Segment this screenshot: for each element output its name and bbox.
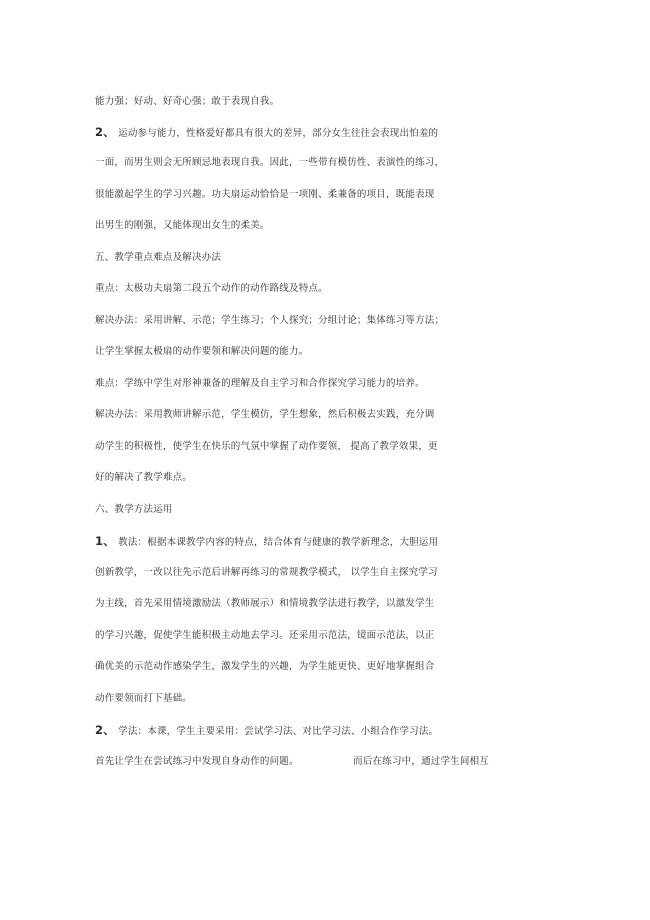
- text-line: [95, 535, 438, 549]
- line-text: 很能激起学生的学习兴趣。功夫扇运动恰恰是一项刚、柔兼备的项目，既能表现: [95, 189, 435, 200]
- text-line: [95, 409, 435, 421]
- text-line: [95, 630, 435, 642]
- text-line: [95, 756, 489, 768]
- text-line: [95, 441, 438, 453]
- line-text: 运动参与能力，性格爱好都具有很大的差异，部分女生往往会表现出怕羞的: [118, 128, 439, 139]
- line-text: 动学生的积极性，使学生在快乐的气氛中掌握了动作要领， 提高了教学效果，更: [95, 441, 438, 452]
- line-text: 为主线，首先采用情境激励法（教师展示）和情境教学法进行教学，以激发学生: [95, 598, 435, 609]
- line-text: 学法：本课，学生主要采用：尝试学习法、对比学习法、小组合作学习法。: [118, 726, 439, 737]
- heading-text: 五、教学重点难点及解决办法: [95, 252, 222, 263]
- line-text: 出男生的刚强，又能体现出女生的柔美。: [95, 220, 270, 231]
- heading-text: 六、教学方法运用: [95, 504, 173, 515]
- line-text: 的学习兴趣，促使学生能积极主动地去学习。还采用示范法，镜面示范法，以正: [95, 630, 435, 641]
- line-text: 教法：根据本课教学内容的特点，结合体育与健康的教学新理念，大胆运用: [118, 537, 439, 548]
- list-number: 2、: [95, 723, 115, 737]
- text-line: [95, 567, 438, 579]
- section-heading: [95, 504, 173, 516]
- text-line: [95, 724, 438, 738]
- line-text: 好的解决了教学难点。: [95, 472, 193, 483]
- text-line: [95, 96, 279, 108]
- line-text: 解决办法：采用讲解、示范；学生练习；个人探究；分组讨论；集体练习等方法；: [95, 315, 445, 326]
- line-text: 首先让学生在尝试练习中发现自身动作的问题。: [95, 756, 299, 767]
- text-line: [95, 126, 438, 140]
- line-text: 创新教学，一改以往先示范后讲解再练习的常规教学模式， 以学生自主探究学习: [95, 567, 438, 578]
- line-text: 重点：太极功夫扇第二段五个动作的动作路线及特点。: [95, 283, 328, 294]
- text-line: [95, 220, 270, 232]
- line-text: 动作要领而打下基础。: [95, 693, 193, 704]
- text-line: [95, 661, 435, 673]
- line-text: 确优美的示范动作感染学生，激发学生的兴趣，为学生能更快、更好地掌握组合: [95, 661, 435, 672]
- line-text: 解决办法：采用教师讲解示范，学生模仿，学生想象，然后积极去实践，充分调: [95, 409, 435, 420]
- text-line: [95, 472, 192, 484]
- line-text: 让学生掌握太极扇的动作要领和解决问题的能力。: [95, 346, 309, 357]
- text-line: [95, 189, 435, 201]
- section-heading: [95, 252, 221, 264]
- line-text-continued: 而后在练习中，通过学生间相互: [353, 756, 489, 767]
- list-number: 2、: [95, 125, 115, 139]
- list-number: 1、: [95, 534, 115, 548]
- text-line: [95, 315, 444, 327]
- text-line: [95, 283, 328, 295]
- line-text: 难点：学练中学生对形神兼备的理解及自主学习和合作探究学习能力的培养。: [95, 378, 425, 389]
- text-line: [95, 346, 308, 358]
- line-text: 能力强；好动、好奇心强；敢于表现自我。: [95, 96, 280, 107]
- text-line: [95, 378, 425, 390]
- line-text: 一面，而男生则会无所顾忌地表现自我。因此，一些带有模仿性、表演性的练习，: [95, 157, 445, 168]
- text-line: [95, 157, 444, 169]
- text-line: [95, 693, 192, 705]
- text-line: [95, 598, 435, 610]
